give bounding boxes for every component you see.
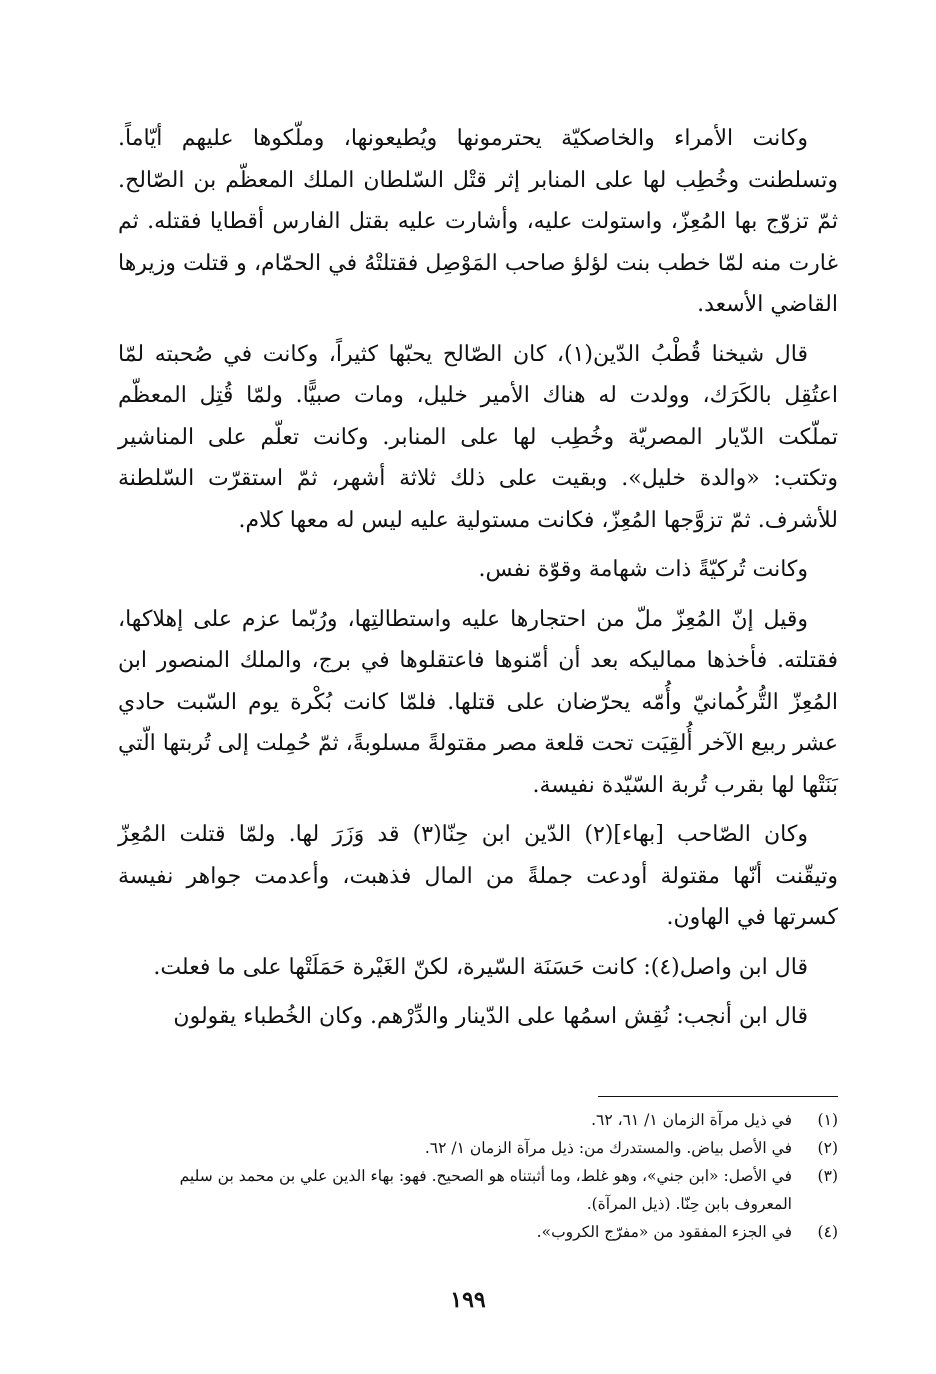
footnote [118, 1134, 838, 1162]
footnote [118, 1162, 838, 1218]
footnote-number: (٤) [817, 1223, 838, 1241]
page-number: ١٩٩ [450, 1287, 486, 1313]
footnote [118, 1218, 838, 1246]
footnote-text: في ذيل مرآة الزمان ١/ ٦١، ٦٢. [591, 1111, 792, 1129]
main-text [118, 118, 838, 1046]
paragraph: وكانت الأمراء والخاصكيّة يحترمونها ويُطيعونها، وملّكوها عليهم أيّاماً. وتسلطنت وخُطِب لها على المنابر إثر قتْل السّلطان الملك المعظّم بن الصّالح. ثمّ تزوّج بها المُعِزّ، واستولت عليه، وأشارت عليه بقتل الفارس أقطايا فقتله. ثم غارت منه لمّا خطب بنت لؤلؤ صاحب المَوْصِل فقتلتْهُ في الحمّام، و قتلت وزيرها القاضي الأسعد. [118, 126, 838, 317]
paragraph: قال شيخنا قُطْبُ الدّين(١)، كان الصّالح يحبّها كثيراً، وكانت في صُحبته لمّا اعتُقِل بالكَرَك، وولدت له هناك الأمير خليل، ومات صبيًّا. ولمّا قُتِل المعظّم تملّكت الدّيار المصريّة وخُطِب لها على المنابر. وكانت تعلّم على المناشير وتكتب: «والدة خليل». وبقيت على ذلك ثلاثة أشهر، ثمّ استقرّت السّلطنة للأشرف. ثمّ تزوَّجها المُعِزّ، فكانت مستولية عليه ليس له معها كلام. [118, 341, 838, 533]
paragraph: وقيل إنّ المُعِزّ ملّ من احتجارها عليه واستطالتِها، ورُبّما عزم على إهلاكها، فقتلته. فأخذها مماليكه بعد أن أمّنوها فاعتقلوها في برج، والملك المنصور ابن المُعِزّ التُّركُمانيّ وأُمّه يحرّضان على قتلها. فلمّا كانت بُكْرة يوم السّبت حادي عشر ربيع الآخر أُلقِيَت تحت قلعة مصر مقتولةً مسلوبةً، ثمّ حُمِلت إلى تُربتها الّتي بَنَتْها لها بقرب تُربة السّيّدة نفيسة. [118, 606, 838, 798]
footnote-text: في الأصل بياض. والمستدرك من: ذيل مرآة الزمان ١/ ٦٢. [424, 1139, 792, 1157]
footnote-text: في الجزء المفقود من «مفرّج الكروب». [536, 1223, 792, 1241]
footnote [118, 1106, 838, 1134]
footnotes [118, 1106, 838, 1246]
paragraph: قال ابن واصل(٤): كانت حَسَنَة السّيرة، لكنّ الغَيْرة حَمَلَتْها على ما فعلت. [153, 954, 808, 980]
footnote-number: (١) [817, 1111, 838, 1129]
paragraph: وكانت تُركيّةً ذات شهامة وقوّة نفس. [478, 557, 808, 582]
footnote-number: (٢) [817, 1139, 838, 1157]
footnote-text: في الأصل: «ابن جني»، وهو غلط، وما أثبتناه هو الصحيح. فهو: بهاء الدين علي بن محمد بن سليم المعروف بابن حِنّا. (ذيل المرآة). [179, 1167, 792, 1213]
footnote-divider [598, 1096, 838, 1097]
paragraph: قال ابن أنجب: نُقِش اسمُها على الدّينار والدِّرْهم. وكان الخُطباء يقولون [173, 1004, 808, 1029]
footnote-number: (٣) [817, 1167, 838, 1185]
paragraph: وكان الصّاحب [بهاء](٢) الدّين ابن حِنّا(٣) قد وَزَرَ لها. ولمّا قتلت المُعِزّ وتيقّنت أنّها مقتولة أودعت جملةً من المال فذهبت، وأعدمت جواهر نفيسة كسرتها في الهاون. [118, 822, 838, 930]
